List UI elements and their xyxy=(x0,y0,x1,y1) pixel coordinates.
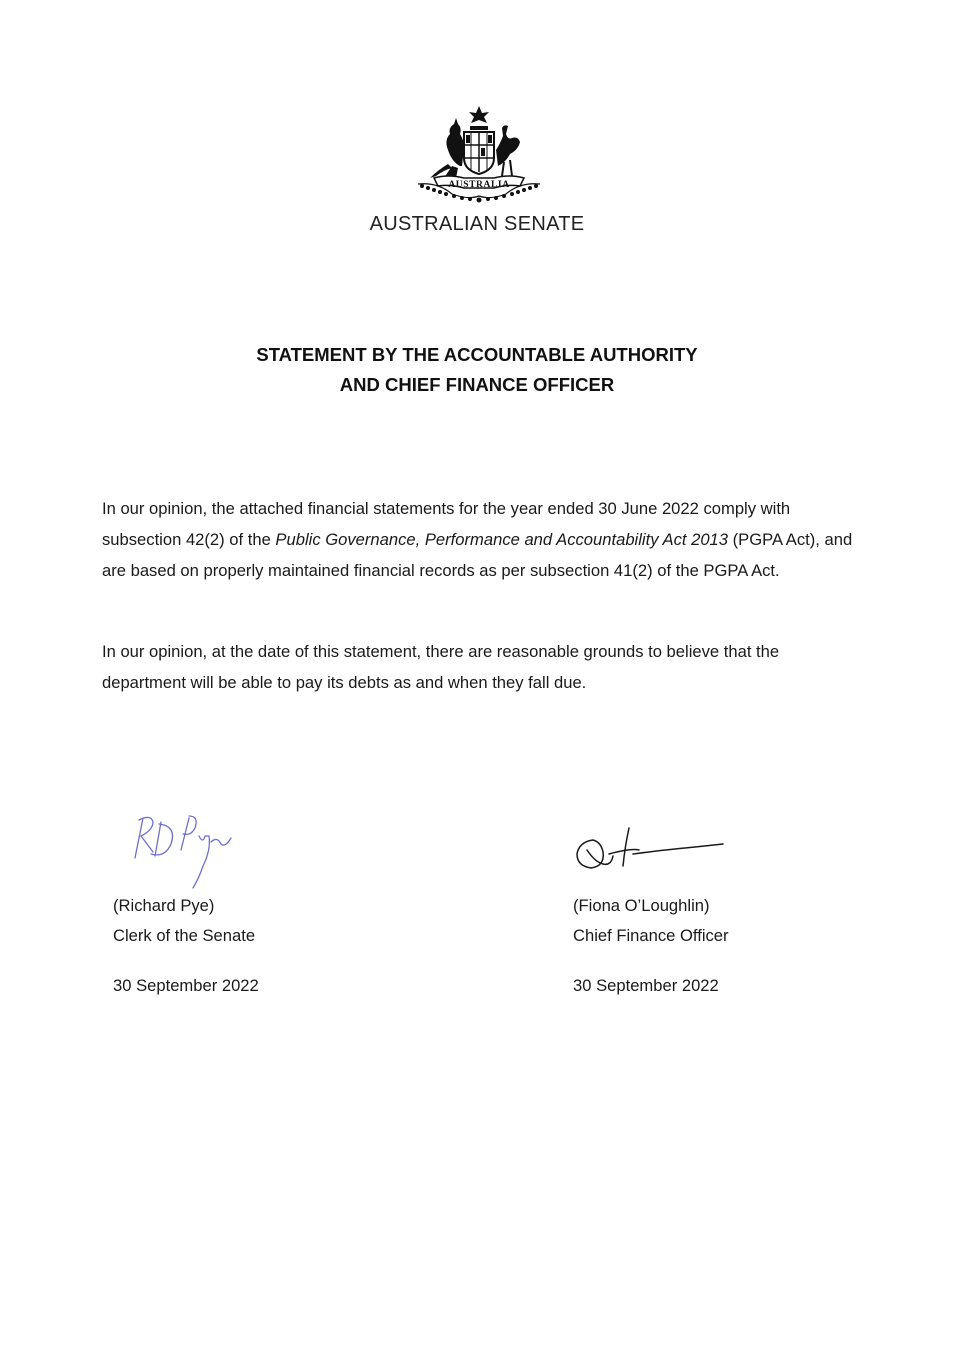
organisation-name: AUSTRALIAN SENATE xyxy=(369,213,585,235)
signatory-role: Chief Finance Officer xyxy=(573,926,729,945)
coat-of-arms-logo xyxy=(408,104,550,208)
coat-of-arms-icon xyxy=(408,104,550,208)
signatory-role: Clerk of the Senate xyxy=(113,926,256,945)
statement-title xyxy=(0,340,954,400)
title-line-2: AND CHIEF FINANCE OFFICER xyxy=(339,374,615,395)
signatory-name: (Fiona O’Loughlin) xyxy=(573,896,710,915)
signature-fiona-oloughlin xyxy=(573,806,873,890)
signature-richard-pye xyxy=(113,806,413,890)
signatory-name: (Richard Pye) xyxy=(113,896,215,915)
opinion-paragraph-1 xyxy=(102,493,862,586)
signatory-block-left xyxy=(113,806,413,995)
signatory-block-right xyxy=(573,806,873,995)
handwritten-signature-icon xyxy=(573,806,733,890)
handwritten-signature-icon xyxy=(113,806,253,890)
title-line-1: STATEMENT BY THE ACCOUNTABLE AUTHORITY xyxy=(256,344,698,365)
act-title: Public Governance, Performance and Accountability Act 2013 xyxy=(275,530,729,549)
para1-text-after: (PGPA Act), and are based on properly maintained financial records as per subsection 41(2) of the PGPA Act. xyxy=(102,530,853,580)
signature-date: 30 September 2022 xyxy=(113,976,259,995)
crest-motto: AUSTRALIA xyxy=(448,180,510,190)
para1-text-before: In our opinion, the attached financial statements for the year ended 30 June 2022 comply with subsection 42(2) of the xyxy=(102,499,791,549)
signature-date: 30 September 2022 xyxy=(573,976,719,995)
opinion-paragraph-2: In our opinion, at the date of this statement, there are reasonable grounds to believe that the department will be able to pay its debts as and when they fall due. xyxy=(102,642,780,692)
